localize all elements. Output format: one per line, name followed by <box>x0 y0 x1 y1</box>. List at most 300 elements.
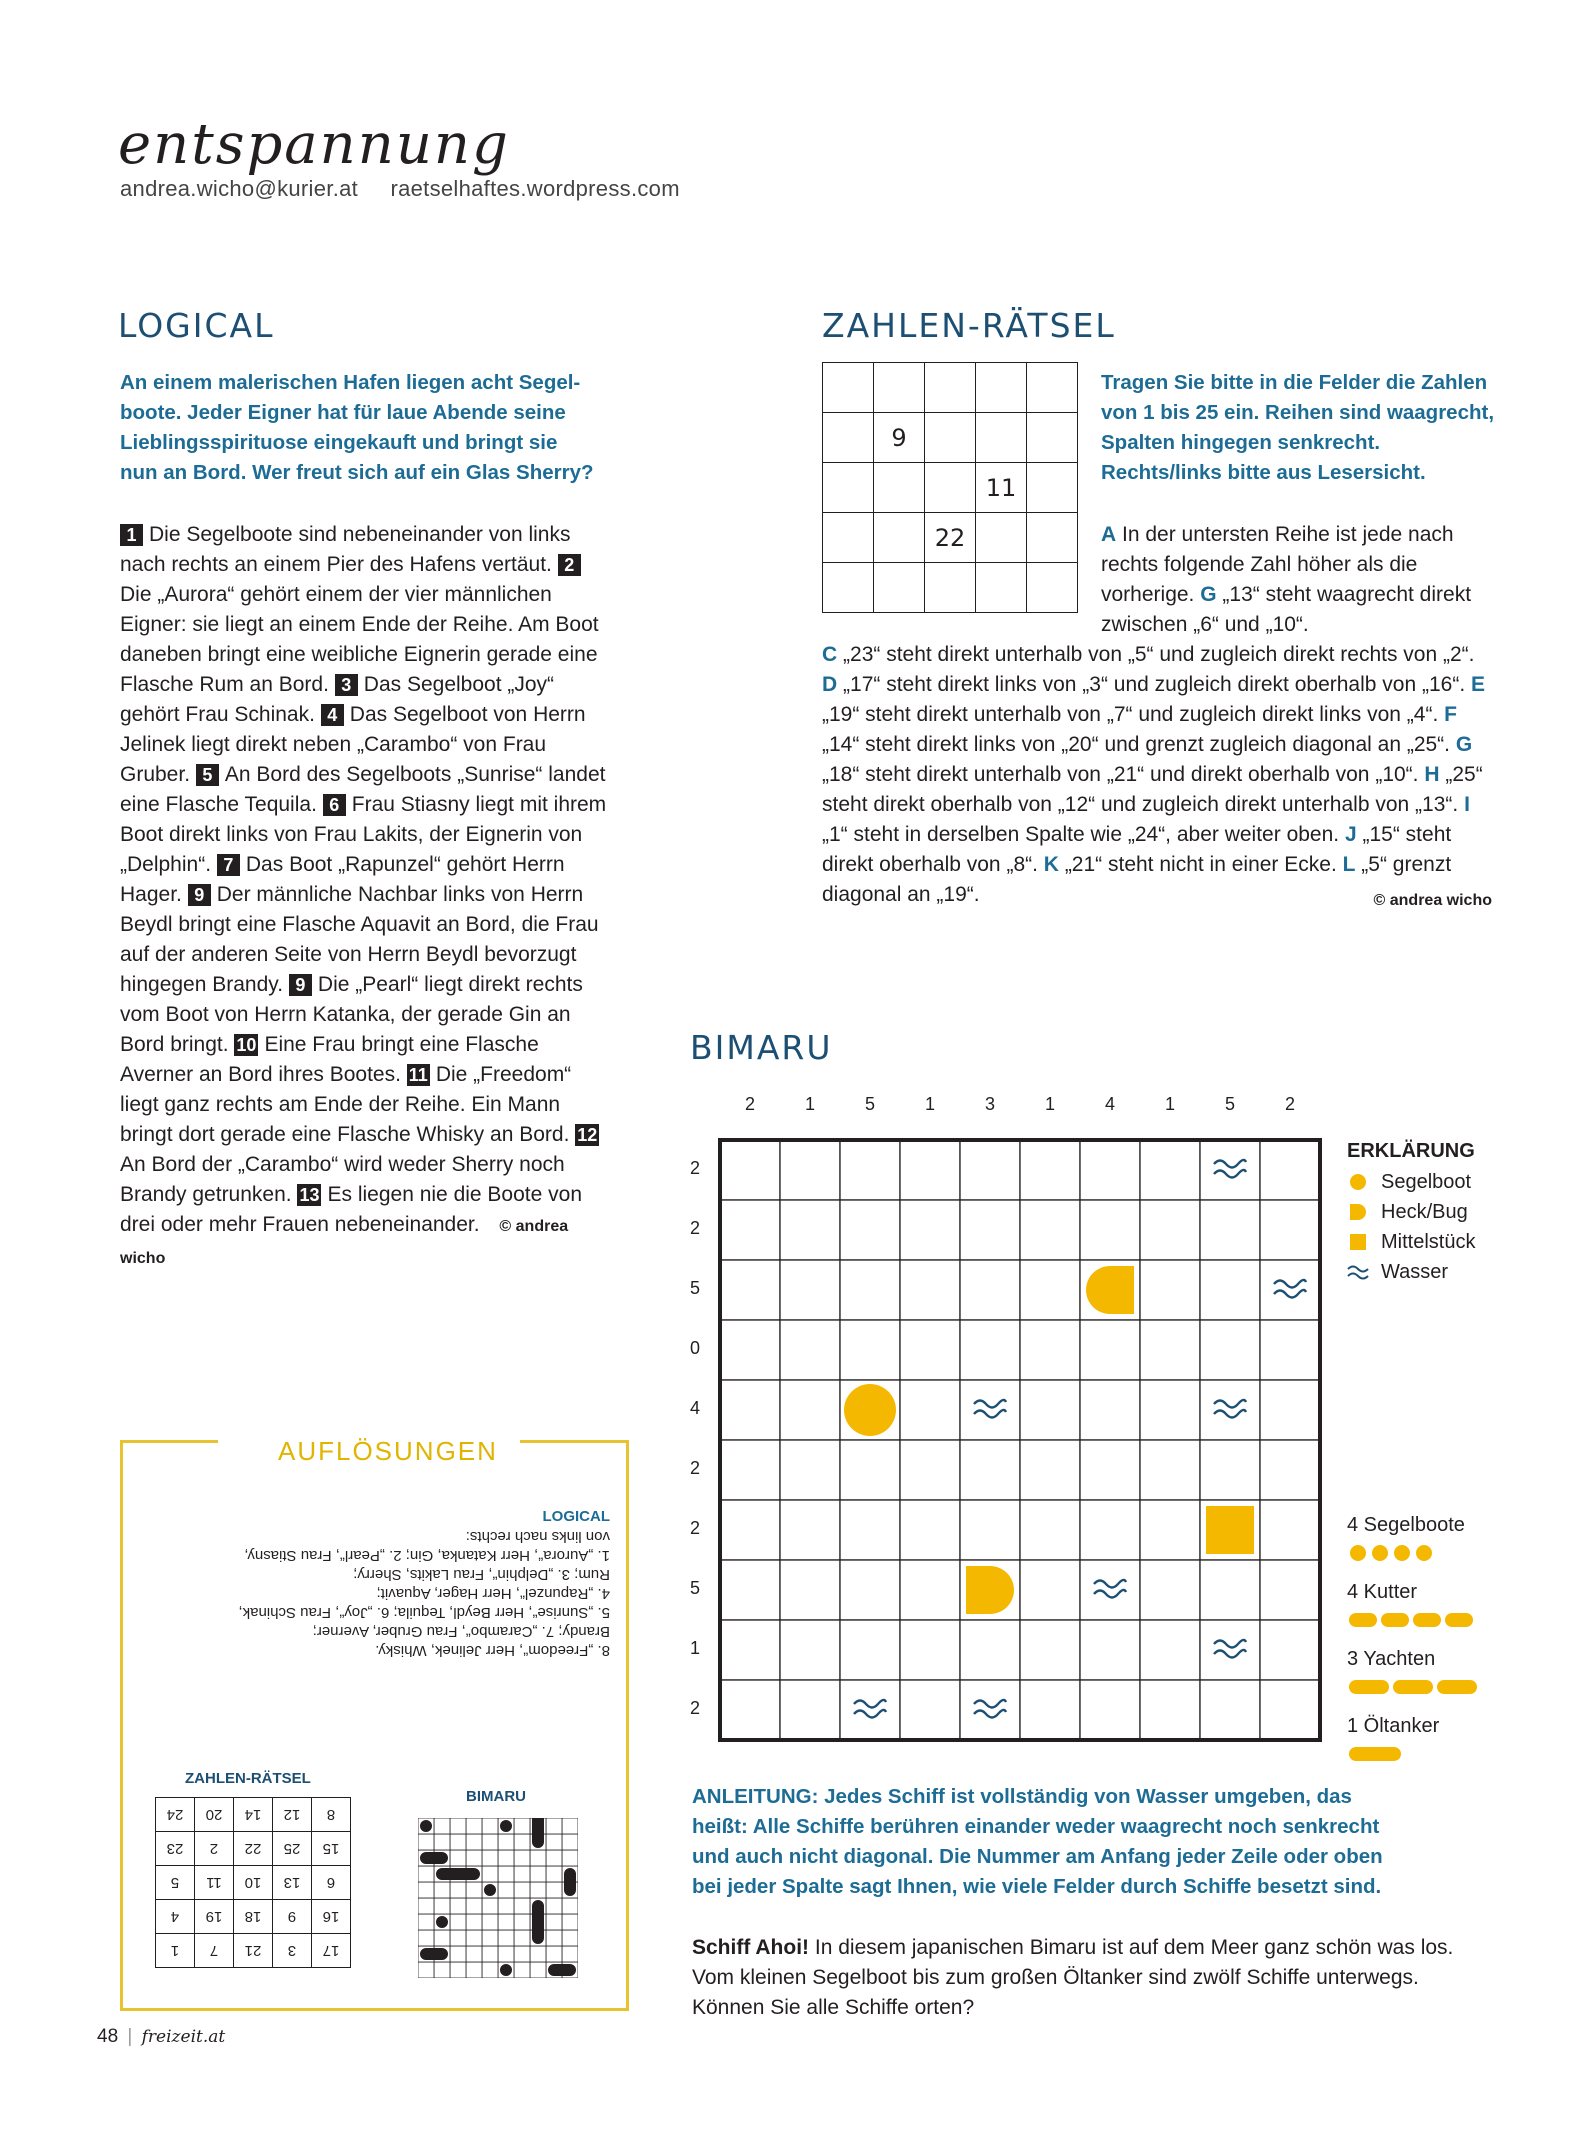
grid-cell[interactable]: 22 <box>925 513 976 563</box>
bimaru-cell[interactable] <box>1080 1500 1140 1560</box>
grid-cell[interactable] <box>1027 563 1078 613</box>
clue-label: H <box>1424 763 1440 786</box>
bimaru-cell[interactable] <box>780 1260 840 1320</box>
solution-bimaru-cell <box>482 1866 498 1882</box>
bimaru-cell[interactable] <box>1260 1680 1320 1740</box>
legend-row <box>1347 1167 1475 1197</box>
clue-text[interactable]: Die „Aurora“ gehört einem der vier männlichen Eigner: sie liegt an einem Ende der Reihe. Am Boot daneben bringt eine weibliche Eignerin gerade eine Flasche Rum an Bord. <box>120 583 599 696</box>
column-count: 1 <box>924 1094 935 1114</box>
bimaru-cell[interactable] <box>960 1440 1020 1500</box>
bimaru-cell[interactable] <box>780 1500 840 1560</box>
legend-row <box>1347 1197 1475 1227</box>
solution-bimaru-cell <box>546 1866 562 1882</box>
zahlen-clue-a-block <box>1101 520 1487 640</box>
bimaru-cell[interactable] <box>960 1140 1020 1200</box>
solution-ship <box>500 1964 512 1976</box>
clue-number[interactable]: 1 <box>120 524 143 546</box>
fleet-spacer <box>1347 1774 1517 1780</box>
square-icon <box>1347 1231 1373 1253</box>
bimaru-cell[interactable] <box>780 1200 840 1260</box>
legend-row <box>1347 1257 1475 1287</box>
bimaru-cell[interactable] <box>840 1320 900 1380</box>
clue-text: „5“ grenzt diagonal an „19“. <box>822 853 1452 906</box>
bimaru-cell[interactable] <box>1200 1380 1260 1440</box>
bimaru-cell[interactable] <box>1260 1620 1320 1680</box>
solution-row <box>156 1900 351 1934</box>
bimaru-cell[interactable] <box>1200 1140 1260 1200</box>
bimaru-cell[interactable] <box>720 1500 780 1560</box>
grid-cell[interactable] <box>823 463 874 513</box>
solution-bimaru-cell <box>482 1850 498 1866</box>
solution-bimaru-cell <box>546 1834 562 1850</box>
bimaru-cell[interactable] <box>1140 1680 1200 1740</box>
bimaru-cell[interactable] <box>840 1140 900 1200</box>
clue-text[interactable]: An Bord der „Carambo“ wird weder Sherry noch Brandy getrunken. <box>120 1153 565 1206</box>
solution-ship <box>420 1820 432 1832</box>
solution-row <box>156 1798 351 1832</box>
grid-cell[interactable] <box>823 363 874 413</box>
bimaru-cell[interactable] <box>1140 1200 1200 1260</box>
row-count: 2 <box>689 1518 700 1538</box>
solution-cell: 22 <box>234 1832 273 1866</box>
solution-bimaru-cell <box>498 1898 514 1914</box>
row-count: 4 <box>689 1398 700 1418</box>
zahlen-clues <box>822 640 1492 916</box>
bimaru-cell[interactable] <box>720 1200 780 1260</box>
solution-bimaru-cell <box>434 1882 450 1898</box>
solution-row <box>156 1866 351 1900</box>
solution-bimaru-cell <box>434 1962 450 1978</box>
clue-label: C <box>822 643 838 666</box>
solution-row <box>156 1832 351 1866</box>
solution-row <box>156 1934 351 1968</box>
clue-number[interactable]: 13 <box>299 1185 320 1205</box>
bimaru-cell[interactable] <box>720 1260 780 1320</box>
solution-bimaru-cell <box>498 1866 514 1882</box>
bimaru-cell[interactable] <box>1020 1260 1080 1320</box>
bimaru-cell[interactable] <box>1200 1560 1260 1620</box>
bimaru-cell[interactable] <box>1200 1200 1260 1260</box>
solution-bimaru-cell <box>466 1834 482 1850</box>
clue-text[interactable]: Die „Pearl“ liegt direkt rechts vom Boot von Herrn Katanka, der gerade Gin an Bord bringt. <box>120 973 583 1056</box>
bimaru-cell[interactable] <box>1260 1320 1320 1380</box>
bimaru-cell[interactable] <box>1140 1380 1200 1440</box>
bimaru-cell[interactable] <box>900 1620 960 1680</box>
grid-cell[interactable]: 11 <box>976 463 1027 513</box>
grid-cell[interactable] <box>976 363 1027 413</box>
solution-cell: 19 <box>195 1900 234 1934</box>
bimaru-cell[interactable] <box>1080 1200 1140 1260</box>
column-count: 1 <box>804 1094 815 1114</box>
bimaru-cell[interactable] <box>1200 1440 1260 1500</box>
solution-bimaru-cell <box>482 1818 498 1834</box>
solution-bimaru-cell <box>514 1866 530 1882</box>
bimaru-cell[interactable] <box>960 1500 1020 1560</box>
solution-bimaru-cell <box>434 1834 450 1850</box>
bimaru-cell[interactable] <box>1260 1200 1320 1260</box>
logical-intro: An einem malerischen Hafen liegen acht Segel-boote. Jeder Eigner hat für laue Abende seine Lieblingsspirituose eingekauft und bringt sie nun an Bord. Wer freut sich auf ein Glas Sherry? <box>120 371 594 484</box>
row-count: 2 <box>689 1218 700 1238</box>
bimaru-puzzle <box>680 1090 1340 1770</box>
bimaru-cell[interactable] <box>1080 1680 1140 1740</box>
clue-label: E <box>1471 673 1486 696</box>
solution-bimaru-cell <box>482 1898 498 1914</box>
clue-text: „14“ steht direkt links von „20“ und grenzt zugleich diagonal an „25“. <box>822 733 1451 756</box>
clue-number[interactable]: 9 <box>188 884 211 906</box>
clue-number[interactable]: 3 <box>335 674 358 696</box>
grid-cell[interactable] <box>1027 463 1078 513</box>
bimaru-cell[interactable] <box>720 1140 780 1200</box>
solution-bimaru-cell <box>482 1914 498 1930</box>
section-masthead: entspannung <box>118 112 510 177</box>
solution-zahlen-label: ZAHLEN-RÄTSEL <box>185 1770 311 1787</box>
solution-ship <box>436 1916 448 1928</box>
clue-text[interactable]: Frau Stiasny liegt mit ihrem Boot direkt links von Frau Lakits, der Eignerin von „Delphin“. <box>120 793 607 876</box>
bimaru-cell[interactable] <box>1080 1620 1140 1680</box>
website-link[interactable]: raetselhaftes.wordpress.com <box>390 176 680 201</box>
ship-icon <box>1393 1680 1433 1694</box>
clue-text[interactable]: Das Segelboot von Herrn Jelinek liegt direkt neben „Carambo“ von Frau Gruber. <box>120 703 586 786</box>
solution-ship <box>532 1900 544 1944</box>
grid-cell[interactable] <box>874 563 925 613</box>
bimaru-cell[interactable] <box>1200 1260 1260 1320</box>
bimaru-cell[interactable] <box>840 1500 900 1560</box>
bimaru-cell[interactable] <box>780 1680 840 1740</box>
ship-icon <box>1437 1680 1477 1694</box>
bimaru-cell[interactable] <box>1020 1440 1080 1500</box>
clue-text[interactable]: Die Segelboote sind nebeneinander von links nach rechts an einem Pier des Hafens vertäut. <box>120 523 571 576</box>
bimaru-cell[interactable] <box>1140 1140 1200 1200</box>
bimaru-cell[interactable] <box>1020 1380 1080 1440</box>
grid-cell[interactable] <box>925 463 976 513</box>
fleet-ships <box>1347 1605 1517 1635</box>
page-number: 48 <box>97 2026 119 2047</box>
solution-cell: 7 <box>195 1934 234 1968</box>
bimaru-cell[interactable] <box>960 1320 1020 1380</box>
bimaru-cell[interactable] <box>1020 1680 1080 1740</box>
bimaru-cell[interactable] <box>900 1200 960 1260</box>
clue-number[interactable]: 5 <box>196 764 219 786</box>
row-count: 0 <box>689 1338 700 1358</box>
bimaru-cell[interactable] <box>1140 1260 1200 1320</box>
grid-cell[interactable] <box>823 563 874 613</box>
solution-bimaru-cell <box>466 1946 482 1962</box>
solution-line: 1. „Aurora“, Herr Katanka, Gin; 2. „Pearl“, Frau Stiasny, <box>244 1547 610 1564</box>
row-count: 5 <box>689 1278 700 1298</box>
logical-title: LOGICAL <box>118 306 275 345</box>
solution-ship <box>484 1884 496 1896</box>
solution-logical-text <box>140 1527 610 1660</box>
grid-cell[interactable] <box>976 413 1027 463</box>
solution-bimaru-cell <box>466 1930 482 1946</box>
bimaru-cell[interactable] <box>1080 1140 1140 1200</box>
grid-cell[interactable] <box>874 363 925 413</box>
solution-bimaru-cell <box>418 1914 434 1930</box>
bimaru-cell[interactable] <box>1260 1380 1320 1440</box>
bimaru-grid[interactable] <box>717 1137 1323 1743</box>
solution-bimaru-cell <box>530 1962 546 1978</box>
solution-bimaru-cell <box>546 1898 562 1914</box>
page-footer: 48 | freizeit.at <box>97 2026 226 2047</box>
column-count: 5 <box>864 1094 875 1114</box>
solution-ship <box>548 1964 576 1976</box>
bimaru-cell[interactable] <box>1140 1500 1200 1560</box>
bimaru-cell[interactable] <box>780 1560 840 1620</box>
fleet-ships <box>1347 1739 1449 1769</box>
solution-cell: 16 <box>312 1900 351 1934</box>
clue-label-g: G <box>1200 583 1217 606</box>
solution-bimaru-cell <box>530 1866 546 1882</box>
bimaru-cell[interactable] <box>900 1560 960 1620</box>
grid-cell[interactable] <box>925 413 976 463</box>
bimaru-cell[interactable] <box>720 1440 780 1500</box>
bimaru-cell[interactable] <box>1260 1440 1320 1500</box>
bimaru-cell[interactable] <box>960 1680 1020 1740</box>
bimaru-cell[interactable] <box>1200 1620 1260 1680</box>
fleet-label: 1 Öltanker <box>1347 1715 1440 1737</box>
bimaru-cell[interactable] <box>1200 1680 1260 1740</box>
bimaru-cell[interactable] <box>840 1560 900 1620</box>
bimaru-cell[interactable] <box>840 1260 900 1320</box>
bimaru-cell[interactable] <box>1140 1560 1200 1620</box>
solution-ship <box>500 1820 512 1832</box>
bimaru-cell[interactable] <box>1080 1440 1140 1500</box>
solution-cell: 24 <box>156 1798 195 1832</box>
grid-cell[interactable] <box>976 563 1027 613</box>
bimaru-cell[interactable] <box>900 1500 960 1560</box>
clue-text[interactable]: Die „Freedom“ liegt ganz rechts am Ende der Reihe. Ein Mann bringt dort gerade eine Flasche Whisky an Bord. <box>120 1063 572 1146</box>
grid-cell[interactable] <box>925 363 976 413</box>
bimaru-cell[interactable] <box>1140 1320 1200 1380</box>
bimaru-cell[interactable] <box>1260 1560 1320 1620</box>
solution-ship <box>532 1818 544 1848</box>
clue-text[interactable]: Das Boot „Rapunzel“ gehört Herrn Hager. <box>120 853 565 906</box>
bimaru-cell[interactable] <box>1080 1560 1140 1620</box>
bimaru-cell[interactable] <box>900 1680 960 1740</box>
solution-cell: 17 <box>312 1934 351 1968</box>
ship-icon <box>1413 1613 1441 1627</box>
clue-number[interactable]: 12 <box>577 1125 598 1145</box>
grid-cell[interactable] <box>874 513 925 563</box>
solution-bimaru-cell <box>466 1914 482 1930</box>
solution-bimaru-cell <box>546 1850 562 1866</box>
bimaru-cell[interactable] <box>1020 1500 1080 1560</box>
bimaru-cell[interactable] <box>900 1260 960 1320</box>
bimaru-cell[interactable] <box>720 1560 780 1620</box>
solution-bimaru-cell <box>466 1818 482 1834</box>
bimaru-cell[interactable] <box>960 1620 1020 1680</box>
solution-cell: 25 <box>273 1832 312 1866</box>
clue-number[interactable]: 11 <box>408 1065 428 1085</box>
clue-label: G <box>1455 733 1473 756</box>
solution-bimaru-cell <box>514 1898 530 1914</box>
legend-row <box>1347 1227 1475 1257</box>
clue-text[interactable]: Eine Frau bringt eine Flasche Averner an Bord ihres Bootes. <box>120 1033 539 1086</box>
clue-text[interactable]: Der männliche Nachbar links von Herrn Beydl bringt eine Flasche Aquavit an Bord, die Frau auf der anderen Seite von Herrn Beydl bevorzugt hingegen Brandy. <box>120 883 599 996</box>
email-link[interactable]: andrea.wicho@kurier.at <box>120 176 359 201</box>
grid-cell[interactable]: 9 <box>874 413 925 463</box>
clue-number[interactable]: 4 <box>321 704 344 726</box>
grid-cell[interactable] <box>1027 363 1078 413</box>
solution-bimaru-cell <box>434 1818 450 1834</box>
contact-line <box>120 176 706 202</box>
bimaru-cell[interactable] <box>960 1380 1020 1440</box>
clue-text: „21“ steht nicht in einer Ecke. <box>1064 853 1337 876</box>
solution-bimaru-cell <box>498 1882 514 1898</box>
ship-icon <box>1394 1545 1410 1561</box>
solution-bimaru-cell <box>514 1882 530 1898</box>
solution-line: 4. „Rapunzel“, Herr Hager, Aquavit; <box>376 1585 610 1602</box>
solution-bimaru-cell <box>418 1834 434 1850</box>
grid-cell[interactable] <box>1027 413 1078 463</box>
clue-number[interactable]: 10 <box>236 1035 257 1055</box>
solution-bimaru-cell <box>514 1962 530 1978</box>
solution-bimaru-cell <box>466 1850 482 1866</box>
bimaru-cell[interactable] <box>840 1680 900 1740</box>
solution-bimaru-grid <box>418 1818 578 1978</box>
zahlen-title: ZAHLEN-RÄTSEL <box>822 306 1116 345</box>
solution-bimaru-cell <box>498 1850 514 1866</box>
bimaru-cell[interactable] <box>900 1440 960 1500</box>
grid-cell[interactable] <box>823 413 874 463</box>
clue-label: I <box>1464 793 1470 816</box>
solution-bimaru-cell <box>514 1834 530 1850</box>
bimaru-cell[interactable] <box>1140 1620 1200 1680</box>
clue-text[interactable]: Das Segelboot „Joy“ gehört Frau Schinak. <box>120 673 555 726</box>
solution-ship <box>564 1868 576 1896</box>
column-count: 5 <box>1224 1094 1235 1114</box>
clue-text[interactable]: Es liegen nie die Boote von drei oder mehr Frauen nebeneinander. <box>120 1183 582 1236</box>
bimaru-cell[interactable] <box>1020 1620 1080 1680</box>
column-count: 1 <box>1164 1094 1175 1114</box>
solution-bimaru-cell <box>418 1898 434 1914</box>
bimaru-cell[interactable] <box>720 1320 780 1380</box>
solution-bimaru-svg <box>418 1818 578 1978</box>
solution-cell: 5 <box>156 1866 195 1900</box>
bimaru-cell[interactable] <box>780 1380 840 1440</box>
clue-number[interactable]: 6 <box>323 794 346 816</box>
fleet-label: 4 Kutter <box>1347 1581 1418 1603</box>
column-count: 2 <box>744 1094 755 1114</box>
solution-bimaru-cell <box>530 1946 546 1962</box>
bimaru-cell[interactable] <box>720 1620 780 1680</box>
solution-cell: 2 <box>195 1832 234 1866</box>
solution-cell: 8 <box>312 1798 351 1832</box>
solution-bimaru-cell <box>530 1882 546 1898</box>
ship-icon <box>1349 1613 1377 1627</box>
solution-cell: 12 <box>273 1798 312 1832</box>
bimaru-cell[interactable] <box>840 1200 900 1260</box>
solution-bimaru-cell <box>498 1914 514 1930</box>
solution-line: Rum; 3. „Delphin“, Frau Lakits, Sherry; <box>353 1566 610 1583</box>
solution-cell: 10 <box>234 1866 273 1900</box>
solution-bimaru-cell <box>482 1834 498 1850</box>
solution-bimaru-cell <box>546 1818 562 1834</box>
solution-bimaru-cell <box>482 1962 498 1978</box>
solution-bimaru-cell <box>498 1834 514 1850</box>
clue-text[interactable]: An Bord des Segelboots „Sunrise“ landet eine Flasche Tequila. <box>120 763 606 816</box>
bimaru-cell[interactable] <box>1080 1320 1140 1380</box>
bimaru-cell[interactable] <box>1260 1260 1320 1320</box>
logical-clues <box>120 520 608 1274</box>
clue-number[interactable]: 7 <box>217 854 240 876</box>
grid-cell[interactable] <box>874 463 925 513</box>
clue-text: „15“ steht direkt oberhalb von „8“. <box>822 823 1452 876</box>
fleet-list <box>1347 1512 1517 1780</box>
solution-bimaru-cell <box>418 1962 434 1978</box>
bimaru-cell[interactable] <box>960 1260 1020 1320</box>
solutions-box-top-left <box>120 1440 218 1443</box>
bimaru-cell[interactable] <box>780 1140 840 1200</box>
bimaru-cell[interactable] <box>900 1320 960 1380</box>
solution-cell: 1 <box>156 1934 195 1968</box>
bimaru-cell[interactable] <box>780 1320 840 1380</box>
bimaru-cell[interactable] <box>960 1200 1020 1260</box>
solution-zahlen-grid <box>155 1797 351 1968</box>
solution-logical <box>140 1508 610 1660</box>
grid-cell[interactable] <box>976 513 1027 563</box>
bow-icon <box>966 1566 1014 1614</box>
bimaru-cell[interactable] <box>1020 1200 1080 1260</box>
solution-bimaru-cell <box>562 1898 578 1914</box>
bimaru-cell[interactable] <box>1260 1140 1320 1200</box>
bimaru-cell[interactable] <box>720 1680 780 1740</box>
solution-bimaru-cell <box>450 1834 466 1850</box>
bimaru-cell[interactable] <box>840 1620 900 1680</box>
solution-cell: 18 <box>234 1900 273 1934</box>
bimaru-cell[interactable] <box>900 1380 960 1440</box>
solution-bimaru-cell <box>546 1930 562 1946</box>
solution-cell: 21 <box>234 1934 273 1968</box>
bimaru-cell[interactable] <box>1260 1500 1320 1560</box>
bimaru-title: BIMARU <box>690 1028 833 1067</box>
solution-line: 5. „Sunrise“, Herr Beydl, Tequila; 6. „Joy“, Frau Schinak, <box>238 1604 610 1621</box>
grid-cell[interactable] <box>1027 513 1078 563</box>
bimaru-cell[interactable] <box>780 1440 840 1500</box>
grid-cell[interactable] <box>823 513 874 563</box>
bimaru-cell[interactable] <box>780 1620 840 1680</box>
bimaru-cell[interactable] <box>1020 1560 1080 1620</box>
column-count: 1 <box>1044 1094 1055 1114</box>
ship-icon <box>1445 1613 1473 1627</box>
solution-bimaru-cell <box>498 1930 514 1946</box>
bimaru-cell[interactable] <box>1140 1440 1200 1500</box>
anleitung-label: ANLEITUNG: <box>692 1785 819 1808</box>
bimaru-cell[interactable] <box>1200 1320 1260 1380</box>
bimaru-cell[interactable] <box>1020 1140 1080 1200</box>
bimaru-cell[interactable] <box>900 1140 960 1200</box>
clue-number[interactable]: 9 <box>289 974 312 996</box>
bimaru-cell[interactable] <box>1080 1380 1140 1440</box>
ship-icon <box>1350 1545 1366 1561</box>
bimaru-cell[interactable] <box>1020 1320 1080 1380</box>
solution-bimaru-cell <box>546 1914 562 1930</box>
bimaru-cell[interactable] <box>840 1440 900 1500</box>
ahoi-label: Schiff Ahoi! <box>692 1936 810 1959</box>
solution-bimaru-cell <box>450 1930 466 1946</box>
bimaru-cell[interactable] <box>720 1380 780 1440</box>
clue-label: K <box>1043 853 1059 876</box>
solution-ship <box>420 1948 448 1960</box>
solution-bimaru-cell <box>450 1850 466 1866</box>
ship-icon <box>1349 1747 1401 1761</box>
solution-bimaru-cell <box>546 1882 562 1898</box>
row-count: 5 <box>689 1578 700 1598</box>
grid-row <box>823 413 1078 463</box>
solution-bimaru-label: BIMARU <box>466 1788 526 1805</box>
grid-cell[interactable] <box>925 563 976 613</box>
clue-number[interactable]: 2 <box>558 554 581 576</box>
